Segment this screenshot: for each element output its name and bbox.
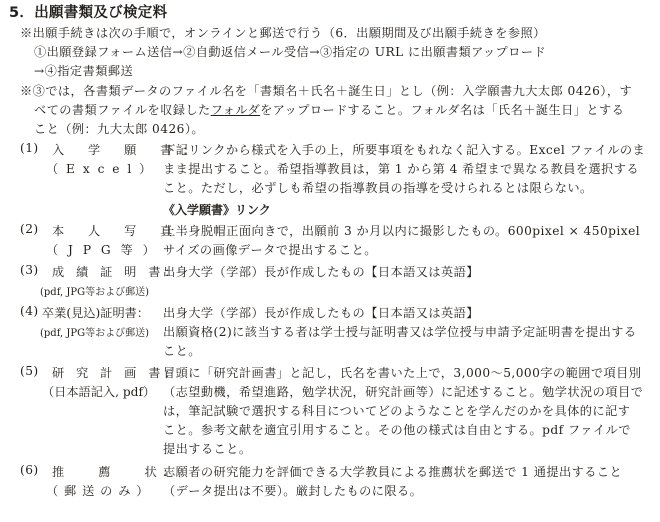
application-form-link[interactable]: 《入学願書》リンク	[163, 203, 271, 217]
item-3-format: (pdf, JPG等および郵送)	[40, 287, 150, 298]
item-5-desc-line2: （志望動機，希望進路，勉学状況，研究計画等）に記述すること。勉学状況の項目で	[163, 385, 644, 399]
note3-line2	[34, 101, 624, 118]
note3-line2-pre: べての書類ファイルを収録した	[34, 103, 211, 117]
item-1-desc-line1: 下記リンクから様式を入手の上，所要事項をもれなく記入する。Excel ファイルのま	[163, 143, 646, 157]
item-5-format: （日本語記入, pdf）	[42, 385, 156, 399]
note3-line3: こと（例：九大太郎 0426）。	[34, 122, 205, 136]
note3-line2-post: をアップロードすること。フォルダ名は「氏名＋誕生日」とする	[260, 103, 625, 117]
item-4-label: 卒業(見込)証明書：	[42, 306, 150, 320]
item-3-label: 成 績 証 明 書：	[52, 265, 181, 279]
item-6-label: 推 薦 状：	[52, 465, 181, 479]
item-5-desc-line3: は，筆記試験で選択する科目についてどのようなことを学んだのかを具体的に記す	[163, 404, 631, 418]
item-2-number: (2)	[20, 222, 39, 236]
item-1-desc-line3: こと。ただし，必ずしも希望の指導教員の指導を受けられるとは限らない。	[163, 181, 593, 195]
note3-folder-term: フォルダ	[210, 103, 261, 117]
item-6-number: (6)	[20, 463, 39, 477]
item-2-format: （ J P G 等 ）	[46, 243, 158, 257]
item-4-desc-line1: 出身大学（学部）長が作成したもの【日本語又は英語】	[163, 306, 479, 320]
item-5-desc-line5: 提出すること。	[163, 442, 252, 456]
procedure-steps-line1: ①出願登録フォーム送信→②自動返信メール受信→③指定の URL に出願書類アップロード	[34, 45, 547, 59]
item-5-desc-line4: こと。参考文献を適宜引用すること。その他の様式は自由とする。pdf ファイルで	[163, 423, 631, 437]
section-heading: 5．出願書類及び検定料	[9, 5, 168, 21]
item-2-label: 本 人 写 真：	[52, 224, 205, 238]
item-6-desc-line1: 志願者の研究能力を評価できる大学教員による推薦状を郵送で 1 通提出すること	[163, 465, 623, 479]
item-5-desc-line1: 冒頭に「研究計画書」と記し，氏名を書いた上で，3,000～5,000字の範囲で項目別	[163, 366, 642, 380]
item-3-number: (3)	[20, 263, 39, 277]
item-3-desc-line1: 出身大学（学部）長が作成したもの【日本語又は英語】	[163, 265, 479, 279]
item-4-number: (4)	[20, 304, 39, 318]
item-1-number: (1)	[20, 141, 39, 155]
item-2-desc-line1: 上半身脱帽正面向きで，出願前 3 か月以内に撮影したもの。600pixel × 450pixel	[163, 224, 641, 238]
item-5-number: (5)	[20, 364, 39, 378]
procedure-steps-line2: →④指定書類郵送	[34, 64, 134, 78]
item-1-label: 入 学 願 書：	[52, 143, 205, 157]
item-4-format: (pdf, JPG等および郵送)	[40, 328, 150, 339]
item-2-desc-line2: サイズの画像データで提出すること。	[163, 243, 377, 257]
item-6-format: （ 郵 送 の み ）	[46, 484, 150, 498]
item-5-label: 研 究 計 画 書：	[52, 366, 181, 380]
item-4-desc-line2: 出願資格(2)に該当する者は学士授与証明書又は学位授与申請予定証明書を提出する	[163, 325, 637, 339]
item-6-desc-line2: （データ提出は不要）。厳封したものに限る。	[163, 484, 423, 498]
procedure-intro: ※出願手続きは次の手順で，オンラインと郵送で行う（6．出願期間及び出願手続きを参照）	[20, 26, 546, 40]
item-1-format: （ E x c e l ）	[46, 162, 154, 176]
item-1-desc-line2: まま提出すること。希望指導教員は，第 1 から第 4 希望まで異なる教員を選択する	[163, 162, 640, 176]
item-4-desc-line3: こと。	[163, 344, 201, 358]
note3-line1: ※③では，各書類データのファイル名を「書類名＋氏名＋誕生日」とし（例：入学願書九大太郎 0426），す	[20, 84, 633, 98]
